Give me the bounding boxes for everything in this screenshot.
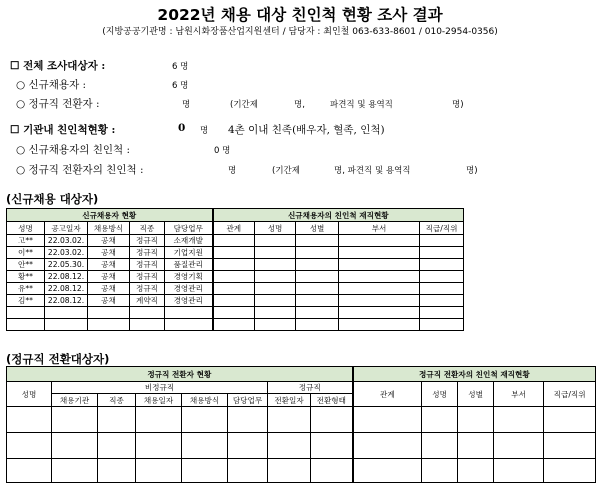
cell-duty: 경영기획 (165, 271, 213, 283)
new-hire-relatives-label: ○ 신규채용자의 친인척 : (16, 144, 130, 156)
cell-method: 공채 (88, 235, 130, 247)
col-header: 부서 (339, 222, 420, 235)
conversion-table (6, 366, 596, 483)
cell-duty: 소재개발 (165, 235, 213, 247)
col-header: 성별 (458, 382, 494, 407)
new-hire-group-left: 신규채용자 현황 (7, 209, 213, 222)
col-header: 성명 (422, 382, 458, 407)
col-header: 전환일자 (268, 394, 311, 407)
cell-method: 공채 (88, 247, 130, 259)
col-header: 관계 (353, 382, 422, 407)
new-hire-section-heading: (신규채용 대상자) (6, 192, 99, 206)
conversion-label: ○ 정규직 전환자 : (16, 98, 100, 110)
conversion-relatives-rest: 명, 파견직 및 용역직 (334, 166, 411, 176)
col-header: 성명 (7, 222, 45, 235)
col-header: 공고일자 (45, 222, 88, 235)
col-header: 담당업무 (165, 222, 213, 235)
table-row (7, 459, 596, 483)
cell-date: 22.05.30. (45, 259, 88, 271)
cell-date: 22.08.12. (45, 295, 88, 307)
col-header: 채용일자 (136, 394, 182, 407)
col-header: 직종 (130, 222, 165, 235)
cell-method: 공채 (88, 283, 130, 295)
conversion-contract: (기간제 (230, 100, 258, 110)
conversion-section-heading: (정규직 전환대상자) (6, 352, 110, 366)
cell-type: 정규직 (130, 283, 165, 295)
internal-value: 0 (178, 122, 186, 134)
table-row (7, 433, 596, 459)
col-header-irregular: 비정규직 (52, 382, 268, 394)
table-row (7, 283, 464, 295)
table-row (7, 235, 464, 247)
table-row (7, 259, 464, 271)
cell-type: 정규직 (130, 247, 165, 259)
col-header: 채용방식 (182, 394, 228, 407)
cell-type: 정규직 (130, 259, 165, 271)
table-row (7, 319, 464, 331)
total-value: 6 명 (172, 62, 189, 72)
new-hire-value: 6 명 (172, 81, 189, 91)
cell-name: 고** (7, 235, 45, 247)
table-row (7, 271, 464, 283)
cell-duty: 기업지원 (165, 247, 213, 259)
col-header: 부서 (494, 382, 544, 407)
cell-type: 계약직 (130, 295, 165, 307)
agency-info: (지방공공기관명 : 남원시화장품산업지원센터 / 담당자 : 최인철 063-633-8601 / 010-2954-0356) (102, 27, 498, 37)
conversion-relatives-contract: (기간제 (272, 166, 300, 176)
col-header-regular: 정규직 (268, 382, 353, 394)
conversion-value: 명 (182, 100, 191, 110)
internal-unit: 명 (200, 126, 209, 136)
conversion-relatives-unit: 명) (466, 166, 478, 176)
total-label: ☐ 전체 조사대상자 : (10, 60, 106, 72)
cell-name: 이** (7, 247, 45, 259)
col-header: 관계 (213, 222, 255, 235)
conversion-contract-unit: 명, (294, 100, 305, 110)
col-header: 직종 (98, 394, 136, 407)
cell-date: 22.08.12. (45, 271, 88, 283)
col-header: 전환형태 (311, 394, 353, 407)
page-title: 2022년 채용 대상 친인척 현황 조사 결과 (157, 6, 443, 24)
col-header: 직급/직위 (544, 382, 596, 407)
col-header: 성별 (296, 222, 339, 235)
cell-name: 황** (7, 271, 45, 283)
new-hire-group-right: 신규채용자의 친인척 재직현황 (213, 209, 464, 222)
cell-duty: 경영관리 (165, 295, 213, 307)
cell-duty: 품질관리 (165, 259, 213, 271)
table-row (7, 247, 464, 259)
cell-type: 정규직 (130, 271, 165, 283)
conversion-relatives-label: ○ 정규직 전환자의 친인척 : (16, 164, 144, 176)
conversion-relatives-value: 명 (228, 166, 237, 176)
cell-date: 22.03.02. (45, 247, 88, 259)
col-header: 채용방식 (88, 222, 130, 235)
cell-duty: 경영관리 (165, 283, 213, 295)
new-hire-label: ○ 신규채용자 : (16, 79, 87, 91)
conversion-dispatch-unit: 명) (452, 100, 464, 110)
conversion-group-right: 정규직 전환자의 친인척 재직현황 (353, 367, 596, 382)
internal-label: ☐ 기관내 친인척현황 : (10, 124, 116, 136)
cell-date: 22.08.12. (45, 283, 88, 295)
table-row (7, 307, 464, 319)
conversion-dispatch: 파견직 및 용역직 (330, 100, 393, 110)
cell-method: 공채 (88, 271, 130, 283)
col-header: 직급/직위 (420, 222, 464, 235)
cell-method: 공채 (88, 259, 130, 271)
conversion-group-left: 정규직 전환자 현황 (7, 367, 353, 382)
cell-method: 공채 (88, 295, 130, 307)
cell-date: 22.03.02. (45, 235, 88, 247)
new-hire-relatives-value: 0 명 (214, 146, 231, 156)
new-hire-table (6, 208, 464, 331)
col-header: 담당업무 (228, 394, 268, 407)
col-header: 성명 (7, 382, 52, 407)
cell-name: 유** (7, 283, 45, 295)
internal-note: 4촌 이내 친족(배우자, 혈족, 인척) (228, 124, 385, 136)
cell-name: 김** (7, 295, 45, 307)
table-row (7, 295, 464, 307)
col-header: 성명 (255, 222, 296, 235)
cell-name: 안** (7, 259, 45, 271)
table-row (7, 407, 596, 433)
col-header: 채용기관 (52, 394, 98, 407)
cell-type: 정규직 (130, 235, 165, 247)
